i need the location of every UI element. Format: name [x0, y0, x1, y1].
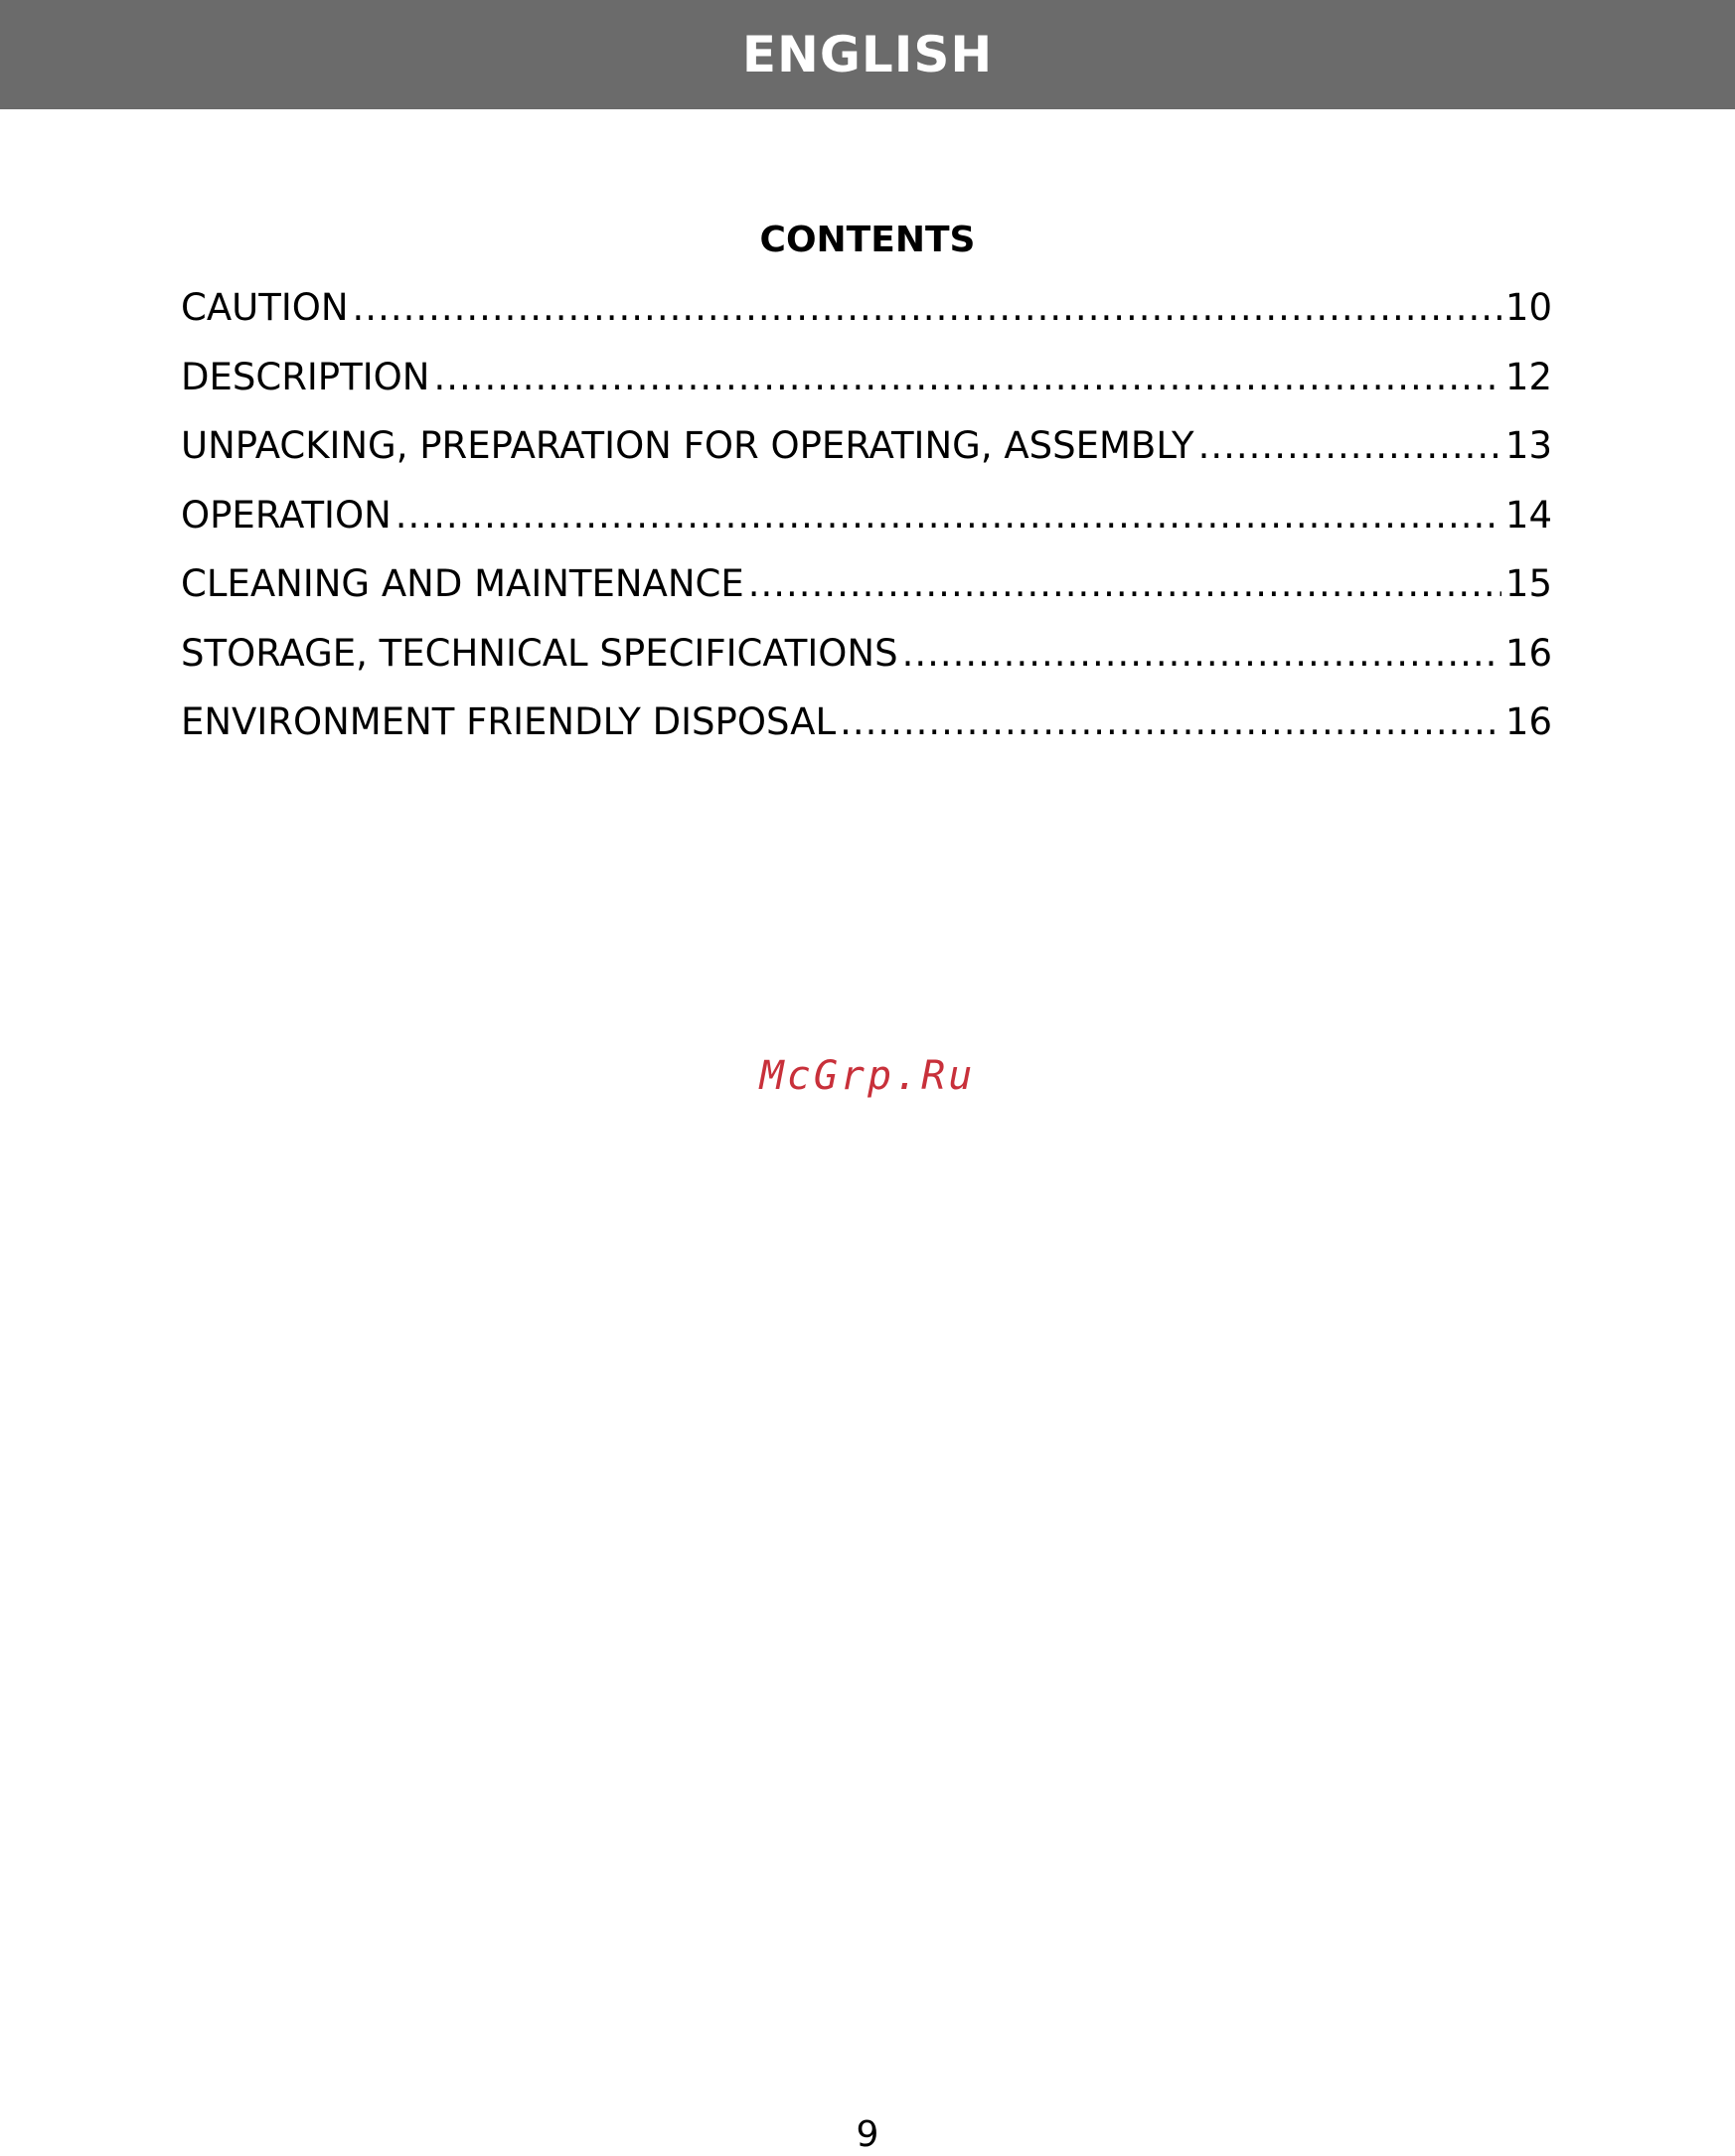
- language-header-bar: [0, 0, 1735, 109]
- toc-entry-page: 16: [1504, 631, 1552, 675]
- contents-heading: CONTENTS: [759, 220, 976, 260]
- toc-dot-leader: [748, 559, 1501, 609]
- toc-dot-leader: [395, 491, 1501, 540]
- toc-entry-page: 13: [1504, 424, 1552, 467]
- table-of-contents: [181, 283, 1552, 767]
- toc-dot-leader: [902, 629, 1501, 679]
- toc-entry-page: 12: [1504, 355, 1552, 398]
- toc-entry-page: 10: [1504, 286, 1552, 329]
- toc-entry-page: 15: [1504, 562, 1552, 605]
- toc-entry-cleaning[interactable]: [181, 559, 1552, 629]
- toc-entry-description[interactable]: [181, 353, 1552, 422]
- watermark-text: McGrp.Ru: [759, 1053, 976, 1099]
- toc-dot-leader: [433, 353, 1500, 402]
- toc-entry-caution[interactable]: [181, 283, 1552, 353]
- toc-entry-disposal[interactable]: [181, 697, 1552, 767]
- toc-entry-unpacking[interactable]: [181, 421, 1552, 491]
- toc-entry-label: STORAGE, TECHNICAL SPECIFICATIONS: [181, 631, 898, 675]
- page-number: 9: [856, 2114, 879, 2155]
- toc-entry-label: OPERATION: [181, 493, 392, 537]
- toc-entry-operation[interactable]: [181, 491, 1552, 560]
- toc-entry-label: CAUTION: [181, 286, 349, 329]
- toc-dot-leader: [1198, 421, 1501, 471]
- toc-entry-label: ENVIRONMENT FRIENDLY DISPOSAL: [181, 700, 837, 743]
- toc-entry-page: 16: [1504, 700, 1552, 743]
- toc-dot-leader: [353, 283, 1501, 333]
- toc-entry-page: 14: [1504, 493, 1552, 537]
- language-title: ENGLISH: [741, 26, 994, 83]
- toc-entry-label: DESCRIPTION: [181, 355, 430, 398]
- toc-entry-label: CLEANING AND MAINTENANCE: [181, 562, 744, 605]
- toc-entry-storage[interactable]: [181, 629, 1552, 698]
- toc-dot-leader: [840, 697, 1501, 747]
- toc-entry-label: UNPACKING, PREPARATION FOR OPERATING, ASSEMBLY: [181, 424, 1194, 467]
